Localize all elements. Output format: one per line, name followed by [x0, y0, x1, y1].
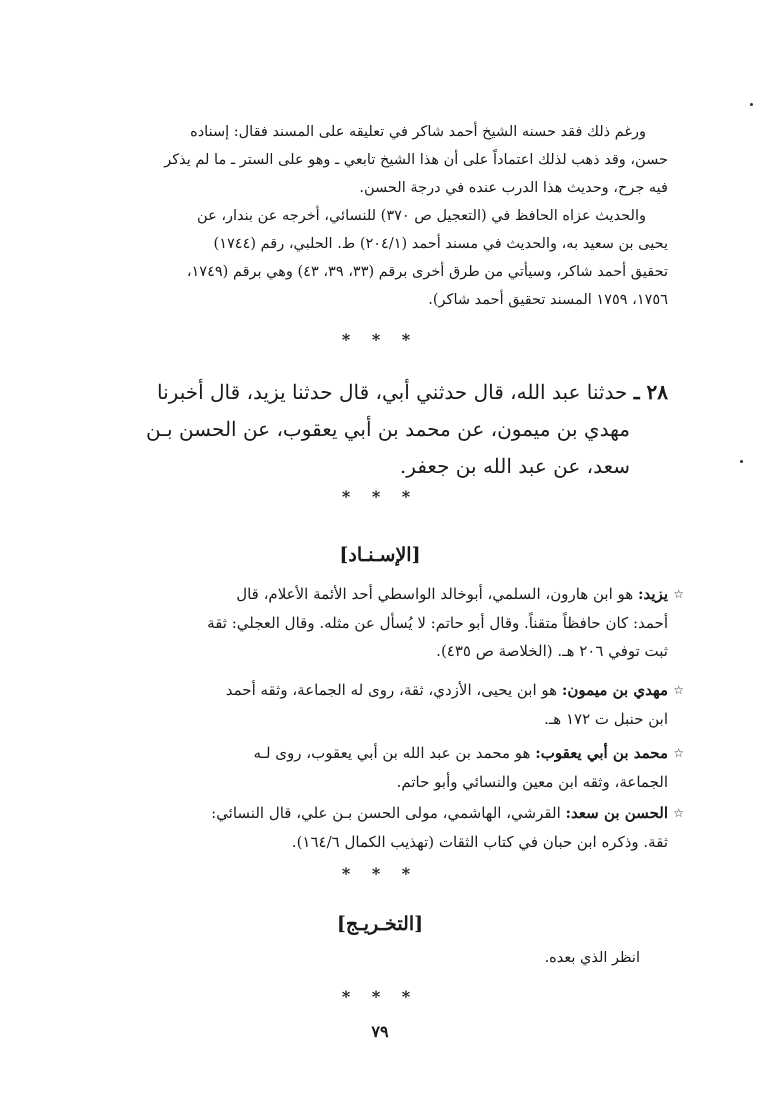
intro-line: ١٧٥٦، ١٧٥٩ المسند تحقيق أحمد شاكر). [428, 292, 668, 308]
hadith-line: مهدي بن ميمون، عن محمد بن أبي يعقوب، عن الحسن بـن [145, 417, 630, 441]
intro-line: والحديث عزاه الحافظ في (التعجيل ص ٣٧٠) للنسائي، أخرجه عن بندار، عن [197, 208, 646, 224]
narrator-text: أحمد: كان حافظاً متقناً. وقال أبو حاتم: لا يُسأل عن مثله. وقال العجلي: ثقة [207, 613, 668, 632]
hadith-line: سعد، عن عبد الله بن جعفر. [399, 454, 630, 478]
takhrij-text: انظر الذي بعده. [544, 950, 640, 966]
star-bullet-icon: ☆ [673, 683, 684, 697]
intro-line: يحيى بن سعيد به، والحديث في مسند أحمد (٢٠٤/١) ط. الحلبي، رقم (١٧٤٤) [213, 236, 668, 252]
hadith-text [90, 374, 668, 485]
intro-note [90, 118, 668, 314]
scan-mark [750, 103, 753, 106]
page-number: ٧٩ [371, 1022, 389, 1041]
hadith-number: ٢٨ ـ [633, 380, 668, 404]
star-bullet-icon: ☆ [673, 587, 684, 601]
takhrij-heading: [التخـريـج] [336, 913, 424, 935]
hadith-line: حدثنا عبد الله، قال حدثني أبي، قال حدثنا يزيد، قال أخبرنا [157, 380, 628, 404]
narrator-text: القرشي، الهاشمي، مولى الحسن بـن علي، قال النسائي: [211, 804, 561, 822]
narrator-name: محمد بن أبي يعقوب: [535, 744, 668, 762]
separator-stars: * * * [341, 487, 419, 506]
intro-line: تحقيق أحمد شاكر، وسيأتي من طرق أخرى برقم (٣٣، ٣٩، ٤٣) وهي برقم (١٧٤٩، [186, 264, 668, 280]
narrator-entry [90, 580, 684, 666]
separator-stars: * * * [341, 330, 419, 349]
narrator-entry [90, 799, 684, 856]
narrator-text: هو ابن يحيى، الأزدي، ثقة، روى له الجماعة، وثقه أحمد [225, 681, 558, 699]
scan-mark [740, 460, 743, 463]
intro-line: ورغم ذلك فقد حسنه الشيخ أحمد شاكر في تعليقه على المسند فقال: إسناده [190, 124, 646, 140]
star-bullet-icon: ☆ [673, 746, 684, 760]
intro-line: حسن، وقد ذهب لذلك اعتماداً على أن هذا الشيخ تابعي ـ وهو على الستر ـ ما لم يذكر [164, 152, 668, 168]
narrator-entry [90, 676, 684, 733]
narrator-text: هو ابن هارون، السلمي، أبوخالد الواسطي أحد الأئمة الأعلام، قال [236, 585, 634, 603]
narrator-text: ثقة. وذكره ابن حبان في كتاب الثقات (تهذيب الكمال ١٦٤/٦). [291, 832, 668, 851]
narrator-text: الجماعة، وثقه ابن معين والنسائي وأبو حاتم. [396, 772, 668, 791]
narrator-text: ثبت توفي ٢٠٦ هـ. (الخلاصة ص ٤٣٥). [436, 642, 668, 660]
isnad-heading: [الإسـنـاد] [339, 544, 421, 566]
intro-line: فيه جرح، وحديث هذا الدرب عنده في درجة الحسن. [359, 180, 668, 196]
narrator-entry [90, 739, 684, 796]
narrator-text: ابن حنبل ت ١٧٢ هـ. [544, 709, 668, 728]
narrator-text: هو محمد بن عبد الله بن أبي يعقوب، روى لـه [253, 744, 531, 762]
star-bullet-icon: ☆ [673, 806, 684, 820]
separator-stars: * * * [341, 864, 419, 883]
narrator-name: يزيد: [637, 585, 668, 603]
narrator-name: مهدي بن ميمون: [561, 681, 668, 699]
narrator-name: الحسن بن سعد: [565, 804, 668, 822]
separator-stars: * * * [341, 987, 419, 1006]
